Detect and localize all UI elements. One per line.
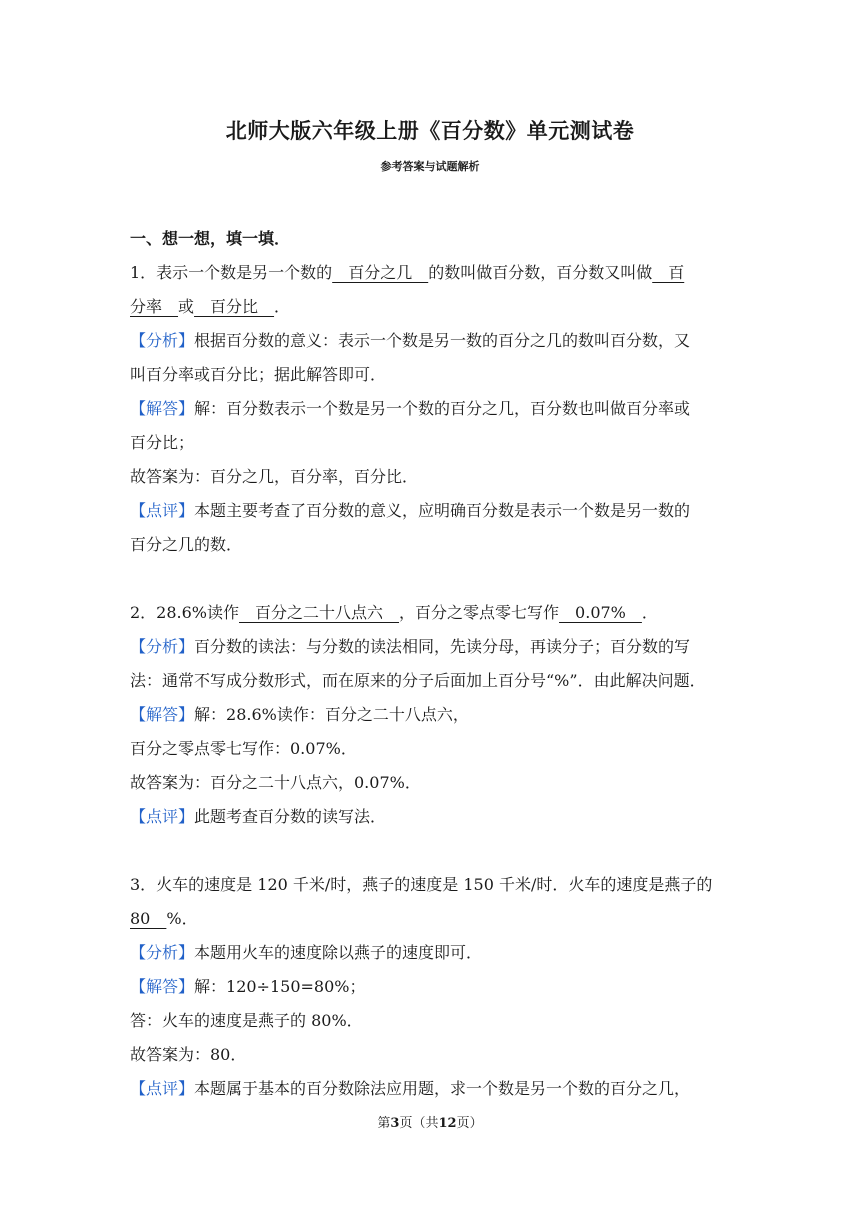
q3-answer-cont: 答：火车的速度是燕子的 80%． <box>130 1011 363 1030</box>
q1-blank-2b: 分率 <box>130 297 179 316</box>
q1-comment: 【点评】本题主要考查了百分数的意义，应明确百分数是表示一个数是另一数的 <box>130 501 691 520</box>
analysis-tag: 【分析】 <box>130 943 195 962</box>
current-page-number: 3 <box>390 1116 400 1131</box>
q2-comment: 【点评】此题考查百分数的读写法． <box>130 807 387 826</box>
analysis-tag: 【分析】 <box>130 331 195 350</box>
q1-question-line2: 分率 或 百分比 ． <box>130 297 291 316</box>
q1-answer: 【解答】解：百分数表示一个数是另一个数的百分之几，百分数也叫做百分率或 <box>130 399 691 418</box>
q1-final-answer: 故答案为：百分之几，百分率，百分比． <box>130 467 419 486</box>
q1-question-line1: 1．表示一个数是另一个数的 百分之几 的数叫做百分数，百分数又叫做 百 <box>130 263 685 282</box>
q2-final-answer: 故答案为：百分之二十八点六，0.07%． <box>130 773 421 792</box>
q2-analysis-cont: 法：通常不写成分数形式，而在原来的分子后面加上百分号“%”．由此解决问题． <box>130 671 706 690</box>
spacer <box>130 834 734 868</box>
q2-answer: 【解答】解：28.6%读作：百分之二十八点六， <box>130 705 469 724</box>
answer-tag: 【解答】 <box>130 977 195 996</box>
q3-analysis: 【分析】本题用火车的速度除以燕子的速度即可． <box>130 943 483 962</box>
q1-blank-3: 百分比 <box>194 297 275 316</box>
page-title: 北师大版六年级上册《百分数》单元测试卷 <box>225 118 635 143</box>
q3-comment: 【点评】本题属于基本的百分数除法应用题，求一个数是另一个数的百分之几， <box>130 1079 691 1098</box>
q2-analysis: 【分析】百分数的读法：与分数的读法相同，先读分母，再读分子；百分数的写 <box>130 637 691 656</box>
answer-tag: 【解答】 <box>130 705 195 724</box>
answer-tag: 【解答】 <box>130 399 195 418</box>
q3-blank-1: 80 <box>130 909 167 928</box>
q2-answer-cont: 百分之零点零七写作：0.07%． <box>130 739 357 758</box>
q1-blank-2a: 百 <box>652 263 685 282</box>
q1-analysis: 【分析】根据百分数的意义：表示一个数是另一数的百分之几的数叫百分数，又 <box>130 331 691 350</box>
q2-question-line1: 2．28.6%读作 百分之二十八点六 ，百分之零点零七写作 0.07% ． <box>130 603 658 622</box>
total-page-count: 12 <box>438 1116 457 1131</box>
q2-blank-1: 百分之二十八点六 <box>239 603 400 622</box>
q1-comment-cont: 百分之几的数． <box>130 535 243 554</box>
section-heading: 一、想一想，填一填． <box>130 229 291 248</box>
q3-question-line1: 3．火车的速度是 120 千米/时，燕子的速度是 150 千米/时．火车的速度是燕子的 <box>130 875 713 894</box>
analysis-tag: 【分析】 <box>130 637 195 656</box>
page-subtitle: 参考答案与试题解析 <box>380 160 480 173</box>
comment-tag: 【点评】 <box>130 1079 195 1098</box>
q2-blank-2: 0.07% <box>559 603 642 622</box>
q3-answer: 【解答】解：120÷150=80%； <box>130 977 366 996</box>
page-footer: 第3页（共12页） <box>377 1116 483 1131</box>
document-body <box>130 222 734 1106</box>
spacer <box>130 562 734 596</box>
q1-analysis-cont: 叫百分率或百分比；据此解答即可． <box>130 365 387 384</box>
q1-answer-cont: 百分比； <box>130 433 195 452</box>
q3-final-answer: 故答案为：80． <box>130 1045 247 1064</box>
comment-tag: 【点评】 <box>130 807 195 826</box>
comment-tag: 【点评】 <box>130 501 195 520</box>
q3-question-line2: 80 %． <box>130 909 198 928</box>
q1-blank-1: 百分之几 <box>332 263 429 282</box>
